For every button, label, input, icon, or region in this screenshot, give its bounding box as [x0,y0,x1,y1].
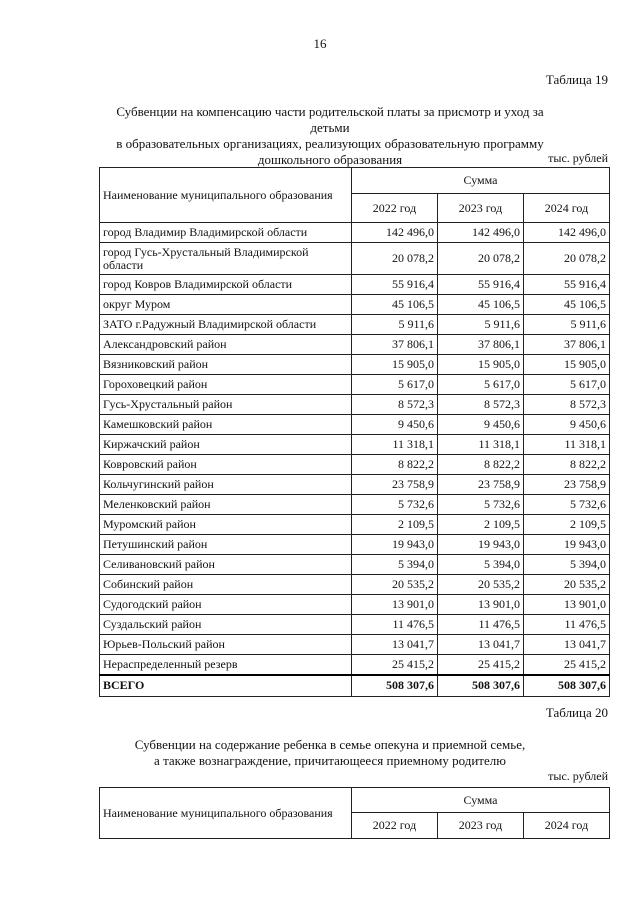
table-row [100,275,610,295]
value-cell: 9 450,6 [524,415,610,435]
table20-label: Таблица 20 [545,705,608,720]
value-cell: 25 415,2 [352,655,438,675]
value-cell: 11 318,1 [524,435,610,455]
row-name-cell: Судогодский район [100,595,352,615]
value-cell: 13 901,0 [352,595,438,615]
table-row [100,415,610,435]
value-cell: 11 318,1 [352,435,438,455]
total-value-cell: 508 307,6 [438,675,524,697]
table-row [100,455,610,475]
value-cell: 8 822,2 [438,455,524,475]
column-header-name: Наименование муниципального образования [100,168,352,223]
table-row [100,223,610,243]
value-cell: 13 901,0 [524,595,610,615]
page-number: 16 [313,36,327,51]
value-cell: 23 758,9 [352,475,438,495]
value-cell: 5 617,0 [352,375,438,395]
total-row [100,675,610,697]
table19 [99,167,610,697]
value-cell: 5 617,0 [524,375,610,395]
table19-title-line: Субвенции на компенсацию части родительской платы за присмотр и уход за детьми [116,104,544,135]
column-header-sum: Сумма [352,168,610,194]
value-cell: 20 535,2 [352,575,438,595]
value-cell: 5 732,6 [524,495,610,515]
value-cell: 8 822,2 [524,455,610,475]
value-cell: 142 496,0 [524,223,610,243]
value-cell: 11 476,5 [524,615,610,635]
row-name-cell: Киржачский район [100,435,352,455]
value-cell: 5 732,6 [438,495,524,515]
table-row [100,355,610,375]
value-cell: 25 415,2 [438,655,524,675]
row-name-cell: Ковровский район [100,455,352,475]
table20-title-line: Субвенции на содержание ребенка в семье опекуна и приемной семье, [134,737,526,752]
table-row [100,335,610,355]
table-row [100,535,610,555]
value-cell: 8 572,3 [524,395,610,415]
value-cell: 37 806,1 [352,335,438,355]
table-row [100,435,610,455]
value-cell: 2 109,5 [524,515,610,535]
row-name-cell: ЗАТО г.Радужный Владимирской области [100,315,352,335]
value-cell: 37 806,1 [438,335,524,355]
row-name-cell: Гороховецкий район [100,375,352,395]
column-header-year: 2023 год [438,194,524,223]
total-value-cell: 508 307,6 [524,675,610,697]
value-cell: 13 901,0 [438,595,524,615]
value-cell: 142 496,0 [438,223,524,243]
row-name-cell: город Владимир Владимирской области [100,223,352,243]
value-cell: 5 732,6 [352,495,438,515]
row-name-cell: Камешковский район [100,415,352,435]
value-cell: 15 905,0 [524,355,610,375]
row-name-cell: Нераспределенный резерв [100,655,352,675]
column-header-year: 2024 год [524,813,610,839]
row-name-cell: Гусь-Хрустальный район [100,395,352,415]
value-cell: 45 106,5 [524,295,610,315]
row-name-cell: Александровский район [100,335,352,355]
column-header-name: Наименование муниципального образования [100,788,352,839]
total-label-cell: ВСЕГО [100,675,352,697]
table-row [100,495,610,515]
value-cell: 5 394,0 [352,555,438,575]
value-cell: 13 041,7 [438,635,524,655]
value-cell: 5 911,6 [524,315,610,335]
table19-title-line: в образовательных организациях, реализующих образовательную программу [116,136,544,151]
column-header-year: 2022 год [352,194,438,223]
table-row [100,575,610,595]
row-name-cell: Кольчугинский район [100,475,352,495]
table-row [100,295,610,315]
value-cell: 5 911,6 [352,315,438,335]
value-cell: 8 572,3 [352,395,438,415]
value-cell: 2 109,5 [352,515,438,535]
table20-title-line: а также вознаграждение, причитающееся приемному родителю [154,753,506,768]
table20-title [100,737,560,769]
table-row [100,243,610,275]
value-cell: 55 916,4 [352,275,438,295]
row-name-cell: город Гусь-Хрустальный Владимирской области [100,243,352,275]
table-row [100,595,610,615]
table20-units: тыс. рублей [548,769,608,783]
table19-title-line: дошкольного образования [257,152,403,167]
value-cell: 20 535,2 [524,575,610,595]
column-header-year: 2022 год [352,813,438,839]
value-cell: 55 916,4 [524,275,610,295]
row-name-cell: Вязниковский район [100,355,352,375]
row-name-cell: Селивановский район [100,555,352,575]
column-header-sum: Сумма [352,788,610,813]
value-cell: 20 078,2 [524,243,610,275]
value-cell: 11 318,1 [438,435,524,455]
column-header-year: 2023 год [438,813,524,839]
value-cell: 20 078,2 [352,243,438,275]
table-row [100,515,610,535]
value-cell: 5 911,6 [438,315,524,335]
value-cell: 23 758,9 [524,475,610,495]
value-cell: 15 905,0 [438,355,524,375]
row-name-cell: округ Муром [100,295,352,315]
row-name-cell: город Ковров Владимирской области [100,275,352,295]
table-row [100,375,610,395]
value-cell: 23 758,9 [438,475,524,495]
row-name-cell: Собинский район [100,575,352,595]
value-cell: 9 450,6 [352,415,438,435]
value-cell: 11 476,5 [438,615,524,635]
value-cell: 11 476,5 [352,615,438,635]
column-header-year: 2024 год [524,194,610,223]
total-value-cell: 508 307,6 [352,675,438,697]
row-name-cell: Меленковский район [100,495,352,515]
value-cell: 5 617,0 [438,375,524,395]
table19-label: Таблица 19 [545,72,608,87]
value-cell: 5 394,0 [524,555,610,575]
row-name-cell: Суздальский район [100,615,352,635]
value-cell: 20 078,2 [438,243,524,275]
value-cell: 13 041,7 [524,635,610,655]
table19-units: тыс. рублей [548,151,608,165]
value-cell: 55 916,4 [438,275,524,295]
value-cell: 20 535,2 [438,575,524,595]
value-cell: 19 943,0 [524,535,610,555]
value-cell: 9 450,6 [438,415,524,435]
value-cell: 25 415,2 [524,655,610,675]
table-row [100,395,610,415]
value-cell: 45 106,5 [352,295,438,315]
table-row [100,555,610,575]
table-row [100,315,610,335]
table19-title [100,104,560,168]
value-cell: 142 496,0 [352,223,438,243]
table-row [100,615,610,635]
value-cell: 5 394,0 [438,555,524,575]
table20 [99,787,610,839]
row-name-cell: Юрьев-Польский район [100,635,352,655]
table-row [100,475,610,495]
value-cell: 8 822,2 [352,455,438,475]
table-row [100,635,610,655]
value-cell: 45 106,5 [438,295,524,315]
value-cell: 2 109,5 [438,515,524,535]
row-name-cell: Муромский район [100,515,352,535]
row-name-cell: Петушинский район [100,535,352,555]
value-cell: 19 943,0 [352,535,438,555]
value-cell: 13 041,7 [352,635,438,655]
value-cell: 37 806,1 [524,335,610,355]
value-cell: 19 943,0 [438,535,524,555]
table-row [100,655,610,675]
value-cell: 15 905,0 [352,355,438,375]
value-cell: 8 572,3 [438,395,524,415]
